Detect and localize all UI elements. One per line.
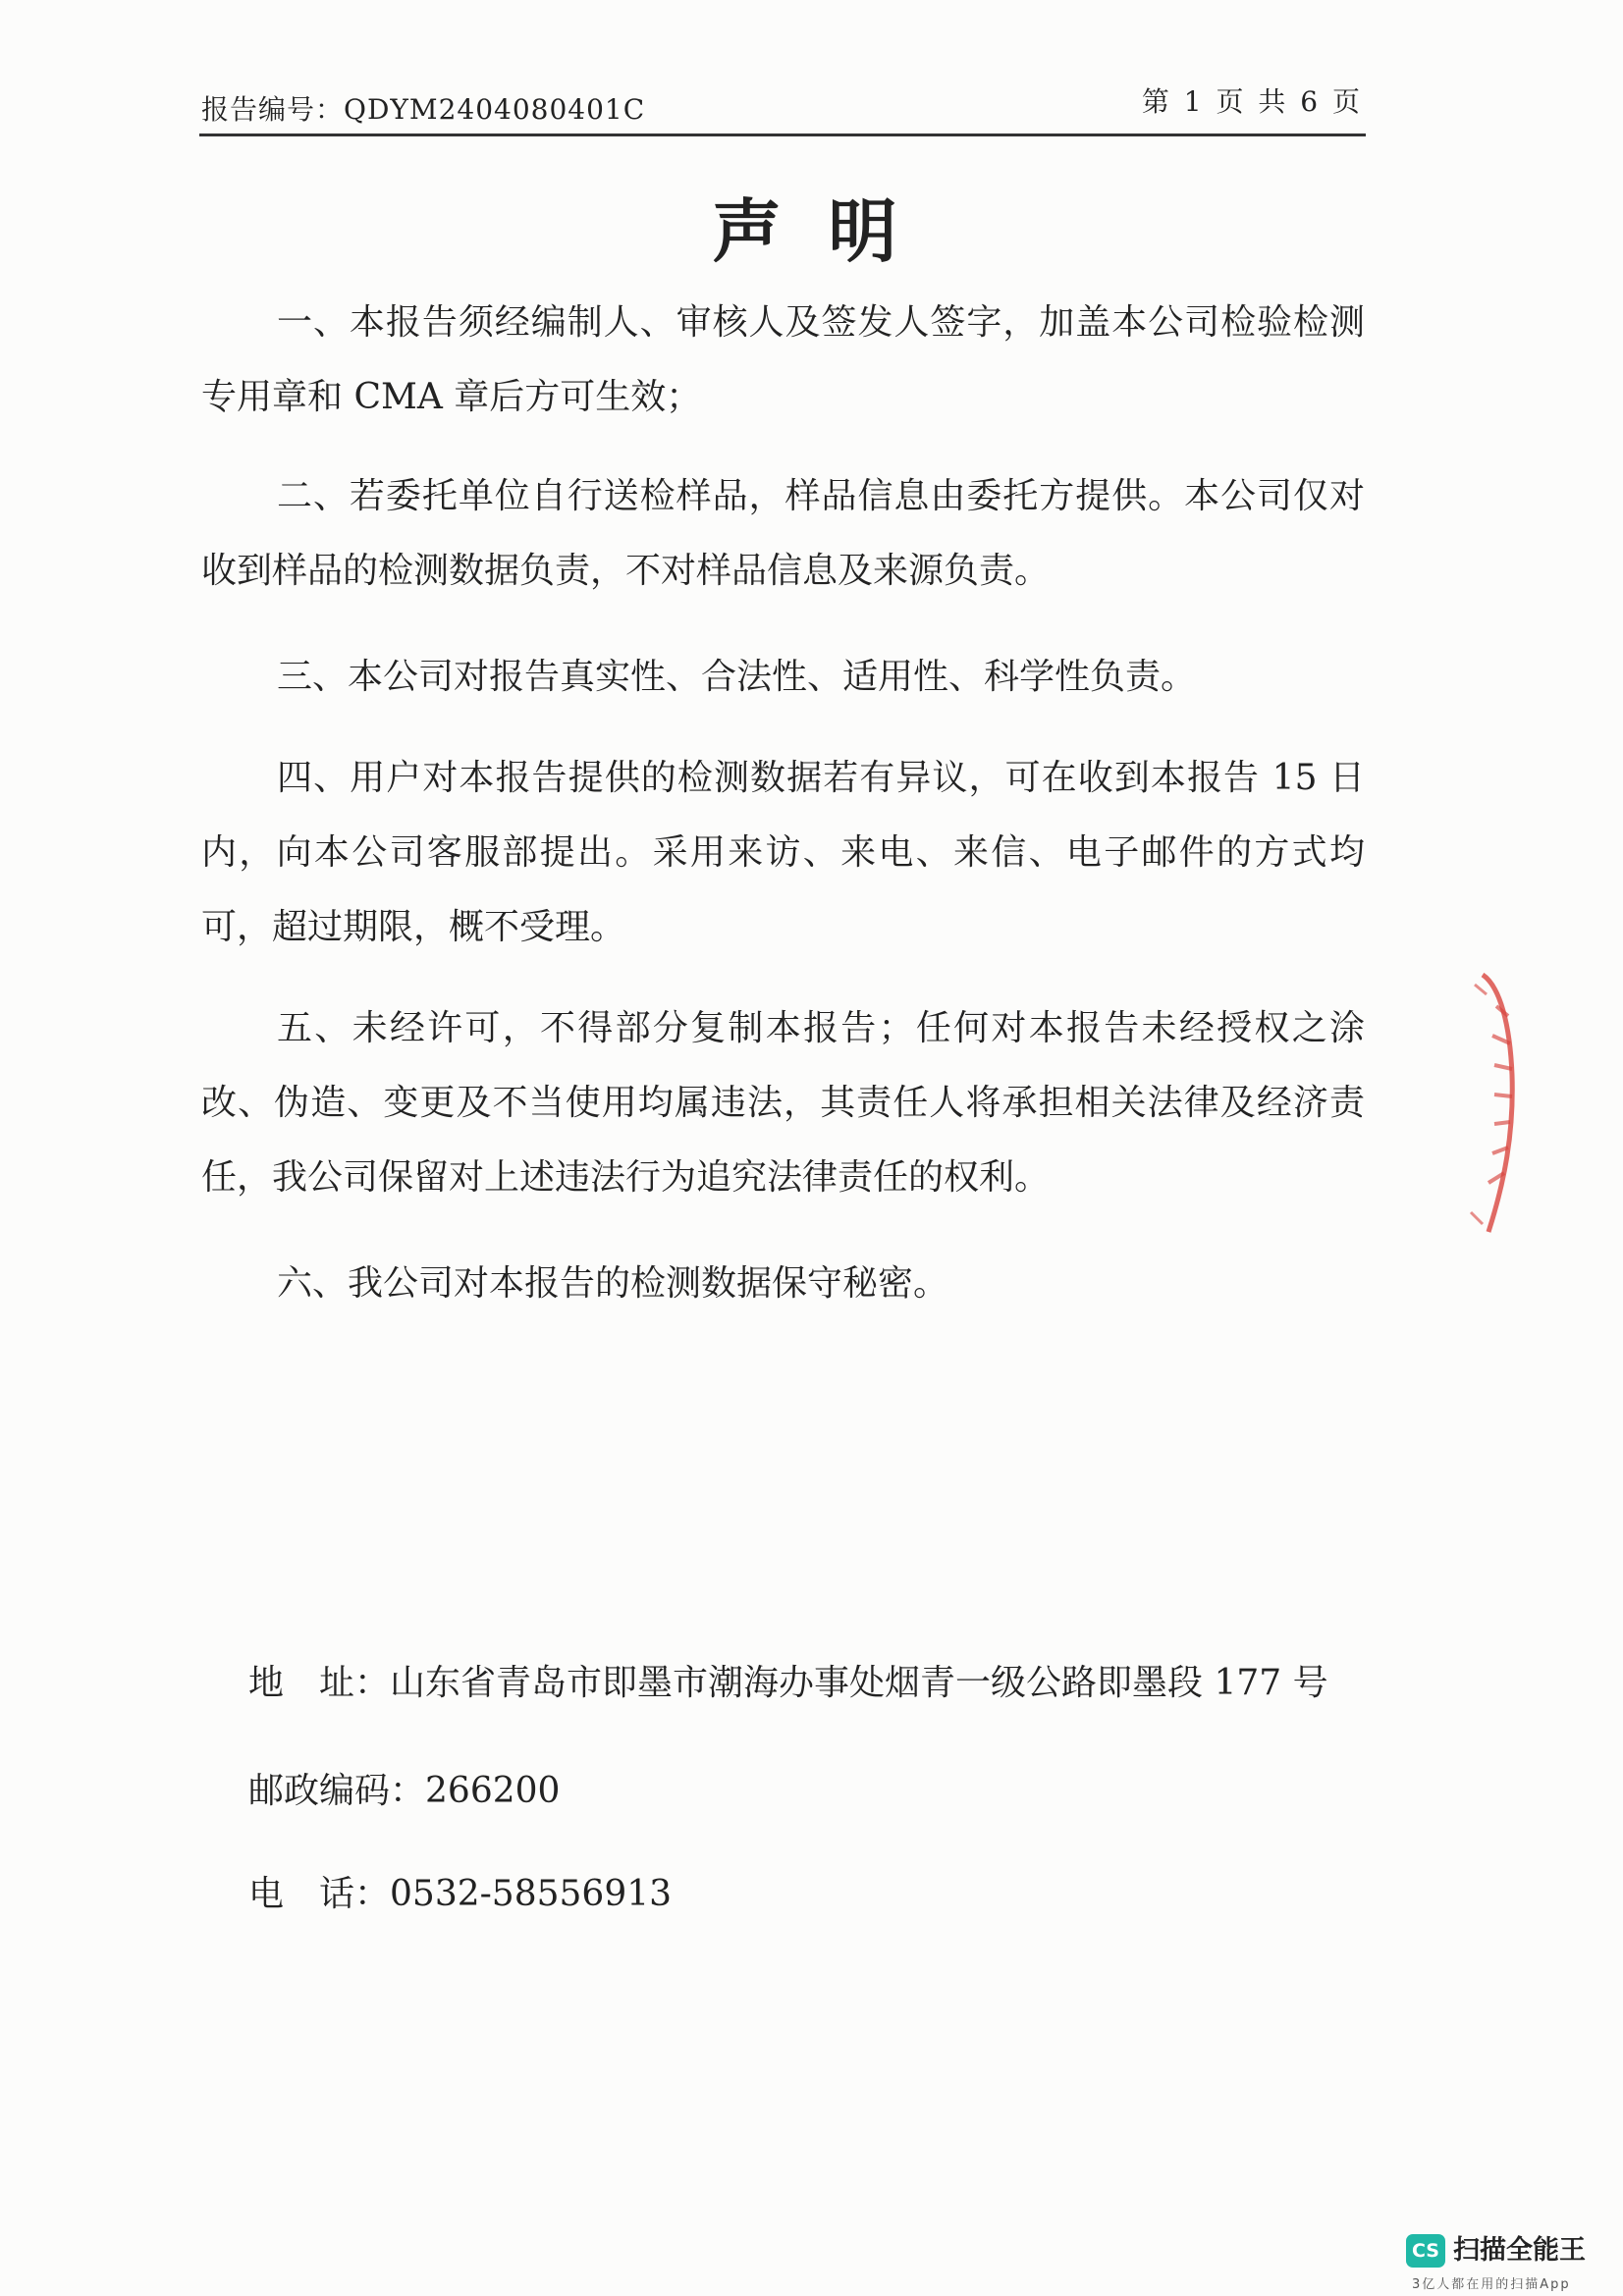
statement-1: 一、本报告须经编制人、审核人及签发人签字，加盖本公司检验检测专用章和 CMA 章后方可生效； — [201, 302, 1365, 417]
page-title: 声明 — [712, 190, 945, 272]
postcode-value: 266200 — [425, 1771, 561, 1811]
scanner-watermark — [1406, 2234, 1612, 2291]
seal-stamp-fragment — [1453, 967, 1522, 1242]
postcode-line — [248, 1767, 560, 1816]
page-header — [201, 77, 1365, 135]
statement-3: 三、本公司对报告真实性、合法性、适用性、科学性负责。 — [277, 657, 1197, 697]
report-number — [201, 88, 645, 128]
phone-line — [248, 1870, 672, 1919]
address-line — [248, 1659, 1328, 1708]
postcode-label: 邮政编码： — [248, 1771, 426, 1811]
scanner-tagline: 3亿人都在用的扫描App — [1412, 2277, 1571, 2292]
scanner-logo-icon: CS — [1406, 2234, 1445, 2268]
report-number-value: QDYM2404080401C — [344, 93, 646, 126]
statement-2: 二、若委托单位自行送检样品，样品信息由委托方提供。本公司仅对收到样品的检测数据负责，不对样品信息及来源负责。 — [201, 476, 1365, 591]
header-divider — [199, 133, 1366, 136]
address-label: 地 址： — [248, 1663, 391, 1703]
report-number-label: 报告编号： — [201, 93, 345, 126]
statement-4: 四、用户对本报告提供的检测数据若有异议，可在收到本报告 15 日内，向本公司客服部提出。采用来访、来电、来信、电子邮件的方式均可，超过期限，概不受理。 — [201, 758, 1365, 947]
statement-5: 五、未经许可，不得部分复制本报告；任何对本报告未经授权之涂改、伪造、变更及不当使用均属违法，其责任人将承担相关法律及经济责任，我公司保留对上述违法行为追究法律责任的权利。 — [201, 1008, 1365, 1198]
phone-label: 电 话： — [248, 1874, 391, 1914]
phone-value: 0532-58556913 — [390, 1874, 673, 1914]
page-info: 第 1 页 共 6 页 — [1141, 85, 1360, 118]
statement-6: 六、我公司对本报告的检测数据保守秘密。 — [277, 1263, 949, 1304]
address-value: 山东省青岛市即墨市潮海办事处烟青一级公路即墨段 177 号 — [390, 1663, 1328, 1703]
scanner-app-name: 扫描全能王 — [1453, 2235, 1586, 2266]
